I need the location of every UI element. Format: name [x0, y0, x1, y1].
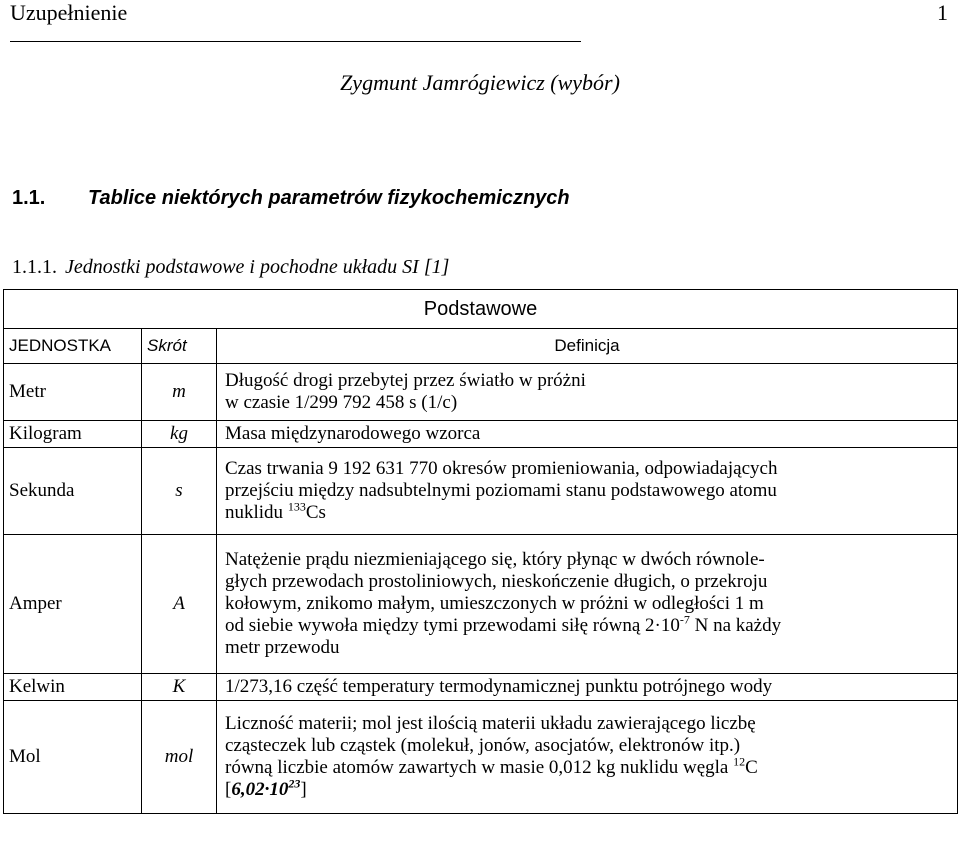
- definition-text: C: [745, 757, 758, 778]
- superscript: -7: [679, 612, 690, 627]
- definition-text: N na każdy: [689, 615, 782, 636]
- definition-text: Cs: [305, 502, 326, 523]
- definition-line: [225, 776, 952, 801]
- definition-line: cząsteczek lub cząstek (molekuł, jonów, asocjatów, elektronów itp.): [225, 735, 741, 756]
- table-row: [4, 421, 958, 448]
- subsection-title: Jednostki podstawowe i pochodne układu SI [1]: [65, 256, 450, 278]
- subsection-number: 1.1.1.: [12, 256, 57, 278]
- unit-name: Kelwin: [4, 674, 142, 701]
- unit-definition: [217, 701, 958, 814]
- definition-line: kołowym, znikomo małym, umieszczonych w próżni w odległości 1 m: [225, 593, 764, 614]
- table-row: [4, 535, 958, 674]
- section-heading: [12, 187, 570, 210]
- unit-abbr: A: [142, 535, 217, 674]
- unit-abbr: s: [142, 448, 217, 535]
- column-header-abbr: Skrót: [142, 329, 217, 364]
- definition-line: Liczność materii; mol jest ilością materii układu zawierającego liczbę: [225, 713, 756, 734]
- table-row: [4, 701, 958, 814]
- definition-line: [225, 754, 952, 779]
- bracket-close: ]: [300, 779, 307, 800]
- definition-line: [225, 499, 952, 524]
- unit-name: Metr: [4, 364, 142, 421]
- definition-text: od siebie wywoła między tymi przewodami siłę równą 2·10: [225, 615, 680, 636]
- unit-name: Amper: [4, 535, 142, 674]
- author-line: Zygmunt Jamrógiewicz (wybór): [340, 70, 620, 95]
- unit-abbr: K: [142, 674, 217, 701]
- page-header: [10, 0, 948, 30]
- table-row: [4, 364, 958, 421]
- section-title: Tablice niektórych parametrów fizykochemicznych: [88, 187, 570, 209]
- subsection-heading: [12, 256, 449, 279]
- header-rule: [10, 41, 581, 42]
- superscript: 12: [733, 754, 746, 769]
- unit-name: Sekunda: [4, 448, 142, 535]
- definition-text: równą liczbie atomów zawartych w masie 0,012 kg nuklidu węgla: [225, 757, 734, 778]
- unit-definition: [217, 535, 958, 674]
- table-row: [4, 448, 958, 535]
- definition-line: metr przewodu: [225, 637, 340, 658]
- unit-name: Kilogram: [4, 421, 142, 448]
- definition-line: Czas trwania 9 192 631 770 okresów promieniowania, odpowiadających: [225, 458, 778, 479]
- unit-definition: [217, 421, 958, 448]
- page-number: 1: [937, 0, 948, 25]
- unit-definition: [217, 448, 958, 535]
- unit-definition: [217, 364, 958, 421]
- table-group-header-row: [4, 290, 958, 329]
- definition-line: Masa międzynarodowego wzorca: [225, 423, 481, 444]
- definition-line: Długość drogi przebytej przez światło w próżni: [225, 370, 586, 391]
- table-column-header-row: [4, 329, 958, 364]
- unit-definition: [217, 674, 958, 701]
- definition-line: głych przewodach prostoliniowych, nieskończenie długich, o przekroju: [225, 571, 768, 592]
- superscript: 23: [288, 776, 301, 791]
- group-header: Podstawowe: [4, 290, 958, 329]
- definition-line: 1/273,16 część temperatury termodynamicznej punktu potrójnego wody: [225, 676, 773, 697]
- table-row: [4, 674, 958, 701]
- definition-line: w czasie 1/299 792 458 s (1/c): [225, 392, 458, 413]
- definition-line: [225, 612, 952, 637]
- unit-abbr: m: [142, 364, 217, 421]
- si-units-table: [3, 289, 958, 814]
- definition-line: przejściu między nadsubtelnymi poziomami stanu podstawowego atomu: [225, 480, 777, 501]
- definition-line: Natężenie prądu niezmieniającego się, który płynąc w dwóch równole-: [225, 549, 765, 570]
- unit-abbr: kg: [142, 421, 217, 448]
- avogadro-number: 6,02·10: [231, 779, 289, 800]
- definition-text: nuklidu: [225, 502, 288, 523]
- unit-abbr: mol: [142, 701, 217, 814]
- section-number: 1.1.: [12, 187, 46, 209]
- column-header-unit: JEDNOSTKA: [4, 329, 142, 364]
- bracket-open: [: [225, 779, 232, 800]
- column-header-definition: Definicja: [217, 329, 958, 364]
- superscript: 133: [287, 499, 306, 514]
- unit-name: Mol: [4, 701, 142, 814]
- header-title: Uzupełnienie: [10, 0, 128, 25]
